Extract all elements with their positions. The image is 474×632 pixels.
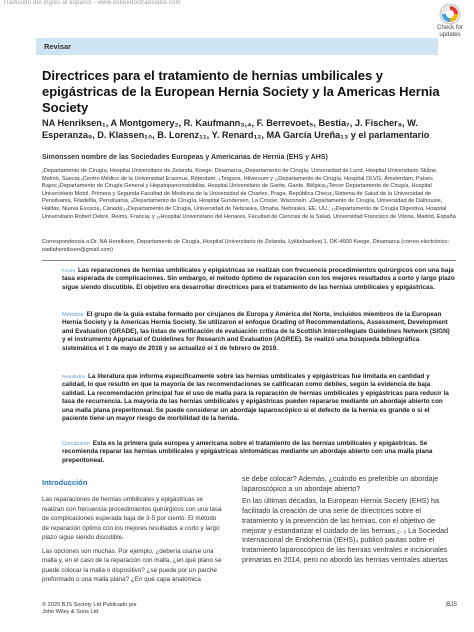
abstract-methods [62, 311, 455, 353]
journal-abbrev: BJS [446, 602, 458, 608]
divider-top [42, 260, 456, 261]
affiliations: ₁Departamento de Cirugía, Hospital Universitario de Zelanda, Koege, Dinamarca;₂Departamento de Cirugía, Universidad de Lund, Hospital Universitario Skåne, Malmö, Suecia;₃Centro Médico de la Universidad Erasmus, Róterdam, ₄Tergoos, Hilversum y ₁₁Departamento de Cirugía, Hospital OLVG, Ámsterdam, Países Bajos;₅Departamento de Cirugía General y Hepatopancreatobiliar, Hospital Universitario de Gante, Gante, Bélgica;₆Tercer Departamento de Cirugía, Hospital Universitario Motol, Primera y Segunda Facultad de Medicina de la Universidad de Charles, Praga, República Checa;₇Sistema de Salud de la Universidad de Pensilvania, Filadelfia, Pensilvania, ₈Departamento de Cirugía, Hospital Gundersen, La Crosse, Wisconsin, ₉Departamento de Cirugía, Universidad de Dalhousie, Halifax, Nueva Escocia, Canadá;₁₀Departamento de Cirugía, Universidad de Nebraska, Omaha, Nebraska, EE. UU.; ₁₂Departamento de Cirugía Digestiva, Hospital Universitario Robert Debré, Reims, Francia; y ₁₃Hospital Universitario del Henares, Facultad de Ciencias de la Salud, Universidad Francisco de Vitoria, Madrid, España [42, 168, 456, 220]
introduction-heading: Introducción [42, 478, 88, 487]
badge-line-2: updates [439, 32, 461, 38]
abstract-background [62, 267, 455, 292]
society-line: Simonssen nombre de las Sociedades Europeas y Americanas de Hernia (EHS y AHS) [42, 154, 328, 161]
badge-line-1: Check for [437, 25, 463, 31]
intro-paragraph: Las reparaciones de hernias umbilicales y epigástricas se realizan con frecuencia procedimientos quirúrgicos con una tasa de complicaciones esperada baja de 3-5 por ciento. El método de reparación óptimo con los mejores resultados a corto y largo plazo sigue siendo discutible. [42, 496, 222, 541]
abstract-label: Conclusión [62, 441, 90, 447]
copyright-line-2: John Wiley & Sons Ltd [42, 609, 99, 615]
copyright [42, 602, 137, 616]
check-for-updates-icon [439, 3, 461, 25]
abstract-text: El grupo de la guía estaba formado por cirujanos de Europa y América del Norte, incluidos miembros de la European Hernia Society y la Americas Hernia Society. Se utilizaron el enfoque Grading of Recommendations, Assessment, Development and Evaluation (GRADE), las listas de verificación de evaluación crítica de la Scottish Intercollegiate Guidelines Network (SIGN) y el instrumento Appraisal of Guidelines for Research and Evaluation (AGREE). Se realizó una búsqueda bibliográfica sistemática el 1 de mayo de 2018 y se actualizó el 1 de febrero de 2019. [62, 311, 450, 352]
abstract-label: Métodos [62, 312, 84, 318]
abstract-results [62, 373, 455, 423]
right-column [242, 474, 456, 567]
abstract-text: La literatura que informa específicamente sobre las hernias umbilicales y epigástricas fue limitada en cantidad y calidad, lo que resultó en que la mayoría de las recomendaciones se calificaran como débiles, según la evidencia de baja calidad. La recomendación principal fue el uso de malla para la reparación de hernias umbilicales y epigástricas para reducir la tasa de recurrencia. La mayoría de las hernias umbilicales y epigástricas pueden repararse mediante un abordaje abierto con una malla plana preperitoneal. Se puede considerar un abordaje laparoscópico si el defecto de la hernia es grande o si el paciente tiene un mayor riesgo de morbilidad de la herida. [62, 373, 449, 423]
abstract-text: Esta es la primera guía europea y americana sobre el tratamiento de las hernias umbilicales y epigástricas. Se recomienda reparar las hernias umbilicales y epigástricas sintomáticas mediante un abordaje abierto con una malla plana preperitoneal. [62, 440, 433, 464]
abstract-text: Las reparaciones de hernias umbilicales y epigástricas se realizan con frecuencia procedimientos quirúrgicos con una baja tasa esperada de complicaciones. Sin embargo, el método óptimo de reparación con los mejores resultados a corto y largo plazo sigue siendo discutible. El objetivo era desarrollar directrices para el tratamiento de las hernias umbilicales y epigástricas. [62, 267, 455, 291]
body-paragraph: En las últimas décadas, la European Hernia Society (EHS) ha facilitado la creación de una serie de directrices sobre el tratamiento y la prevención de las hernias, con el objetivo de mejorar y estandarizar el cuidado de las hernias.₁₋₃ La Sociedad Internacional de Endohernia (IEHS)₄ publicó pautas sobre el tratamiento laparoscópico de las hernias ventrales e incisionales primarias en 2014, pero no abordó las hernias ventrales abiertas [242, 495, 449, 565]
correspondence: Correspondencia a:Dr. NA Henriksen, Departamento de Cirugía, Hospital Universitario de Zelanda, Lykkebaekvej 1, DK-4600 Koege, Dinamarca (correo electrónico: nadiahenriksen@gmail.com) [42, 239, 450, 253]
introduction-column [42, 478, 222, 589]
article-title: Directrices para el tratamiento de hernias umbilicales y epigástricas de la European Hernia Society y la Americas Hernia Society [42, 68, 440, 115]
intro-paragraph: Las opciones son muchas. Por ejemplo, ¿debería usarse una malla y, en el caso de la reparación con malla, ¿en qué plano se puede colocar la malla o dispositivo? ¿se puede por un parche preformado o una malla plana? ¿En qué capa anatómica [42, 547, 222, 583]
abstract-label: Resultados [62, 374, 85, 379]
abstract-conclusion [62, 440, 455, 465]
section-label-bar [36, 38, 438, 55]
body-paragraph: se debe colocar? Además, ¿cuándo es preferible un abordaje laparoscópico a un abordaje abierto? [242, 474, 439, 493]
copyright-line-1: © 2020 BJS Society Ltd Publicado por [42, 602, 137, 608]
translation-note: Traducido del inglés al español - www.onlinedoctranslator.com [3, 0, 181, 6]
abstract-label: Fondo [62, 268, 76, 273]
section-label: Revisar [44, 42, 72, 51]
author-list: NA Henriksen₁, A Montgomery₂, R. Kaufmann₃,₄, F. Berrevoet₅, Bestia₇, J. Fischer₈, W. Esperanza₉, D. Klassen₁₀, B. Lorenz₁₁, Y. Renard₁₂, MA García Ureña₁₃ y el parlamentario [42, 118, 430, 140]
